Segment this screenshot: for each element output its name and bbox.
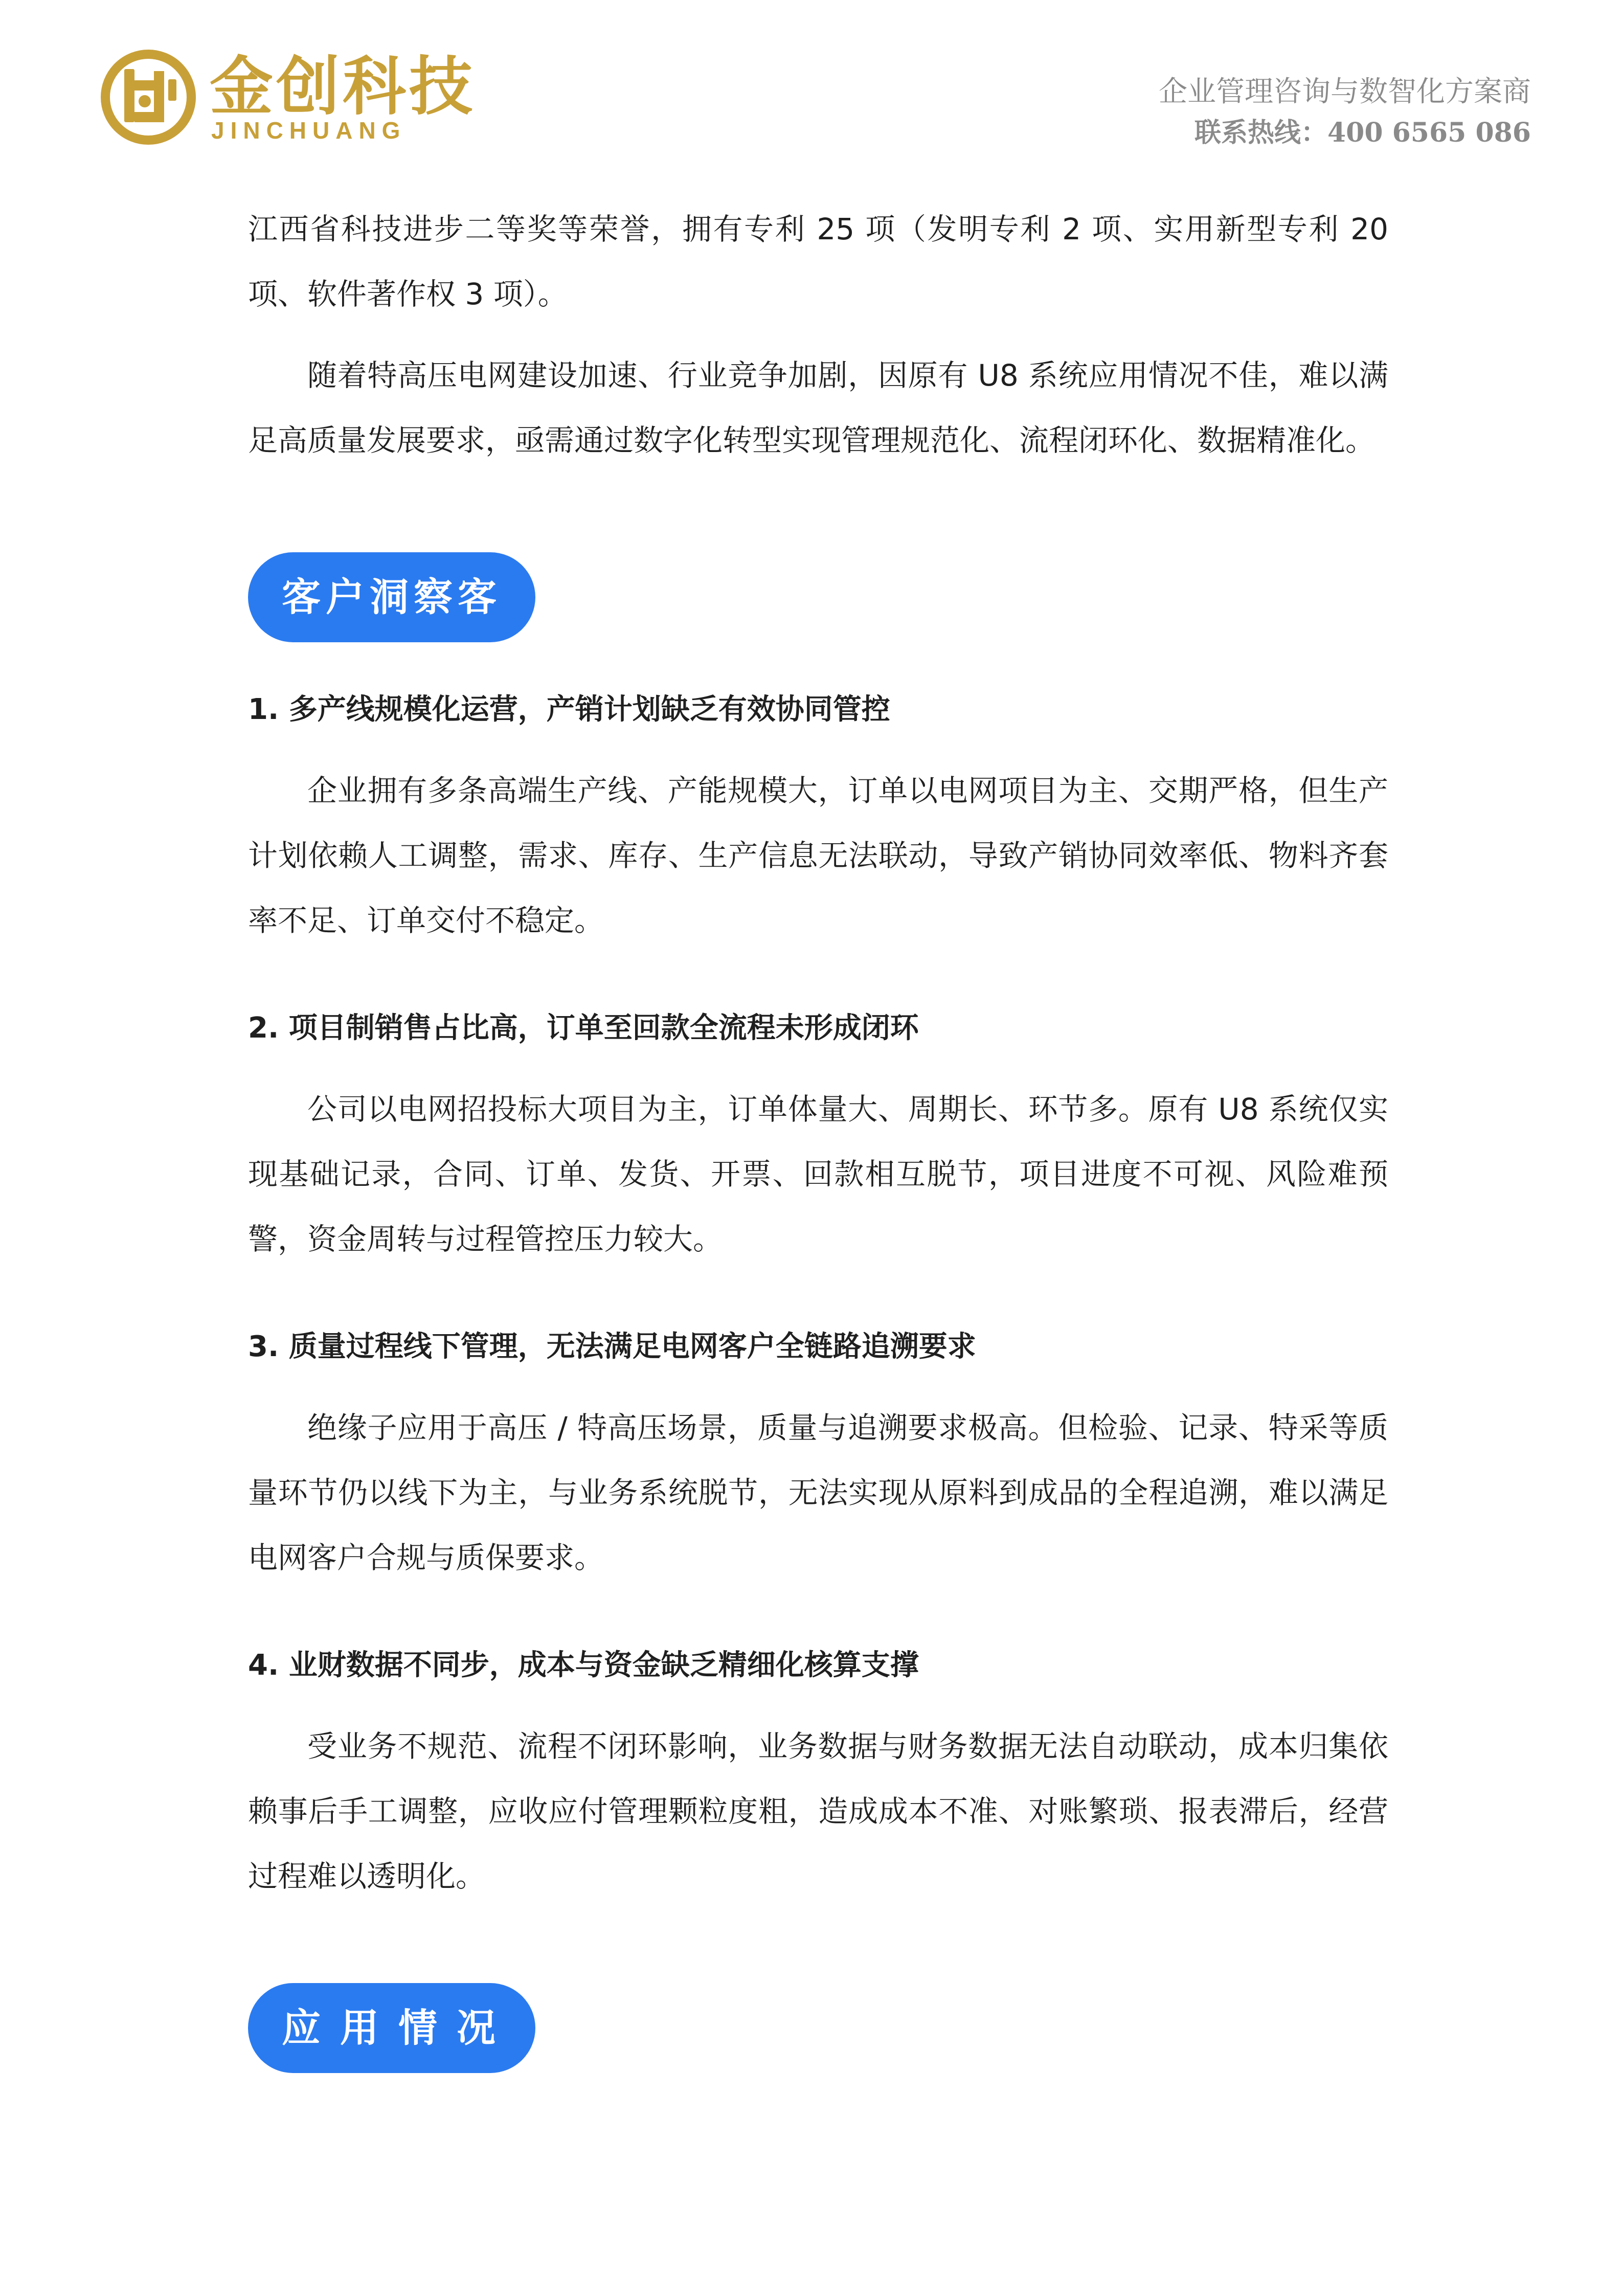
section-title-application: 应用情况 (248, 1983, 535, 2073)
insight-heading-1: 1. 多产线规模化运营，产销计划缺乏有效协同管控 (248, 693, 890, 726)
company-tagline: 企业管理咨询与数智化方案商 (1159, 75, 1531, 108)
insight-body-3: 绝缘子应用于高压 / 特高压场景，质量与追溯要求极高。但检验、记录、特采等质量环节仍以线下为主，与业务系统脱节，无法实现从原料到成品的全程追溯，难以满足电网客户合规与质保要求。 (248, 1410, 1388, 1575)
header-contact (1159, 72, 1531, 153)
insight-heading-2: 2. 项目制销售占比高，订单至回款全流程未形成闭环 (248, 1011, 919, 1045)
insight-body-1: 企业拥有多条高端生产线、产能规模大，订单以电网项目为主、交期严格，但生产计划依赖人工调整，需求、库存、生产信息无法联动，导致产销协同效率低、物料齐套率不足、订单交付不稳定。 (248, 773, 1388, 938)
logo-mark-icon (100, 49, 197, 146)
company-logo (100, 49, 476, 146)
logo-chinese-name: 金创科技 (210, 50, 476, 124)
document-body (248, 197, 1388, 2073)
intro-paragraph-2: 随着特高压电网建设加速、行业竞争加剧，因原有 U8 系统应用情况不佳，难以满足高质量发展要求，亟需通过数字化转型实现管理规范化、流程闭环化、数据精准化。 (248, 358, 1388, 458)
section-title-customer-insight: 客户洞察客 (248, 552, 535, 642)
insight-body-2: 公司以电网招投标大项目为主，订单体量大、周期长、环节多。原有 U8 系统仅实现基础记录，合同、订单、发货、开票、回款相互脱节，项目进度不可视、风险难预警，资金周转与过程管控压力较大。 (248, 1092, 1388, 1256)
intro-paragraph-1: 江西省科技进步二等奖等荣誉，拥有专利 25 项（发明专利 2 项、实用新型专利 20 项、软件著作权 3 项）。 (248, 212, 1388, 311)
insight-body-4: 受业务不规范、流程不闭环影响，业务数据与财务数据无法自动联动，成本归集依赖事后手工调整，应收应付管理颗粒度粗，造成成本不准、对账繁琐、报表滞后，经营过程难以透明化。 (248, 1729, 1388, 1894)
contact-hotline: 联系热线：400 6565 086 (1194, 117, 1531, 148)
logo-english-name: JINCHUANG (211, 117, 407, 144)
insight-heading-4: 4. 业财数据不同步，成本与资金缺乏精细化核算支撑 (248, 1649, 919, 1682)
page-header (0, 0, 1623, 169)
insight-heading-3: 3. 质量过程线下管理，无法满足电网客户全链路追溯要求 (248, 1330, 976, 1363)
